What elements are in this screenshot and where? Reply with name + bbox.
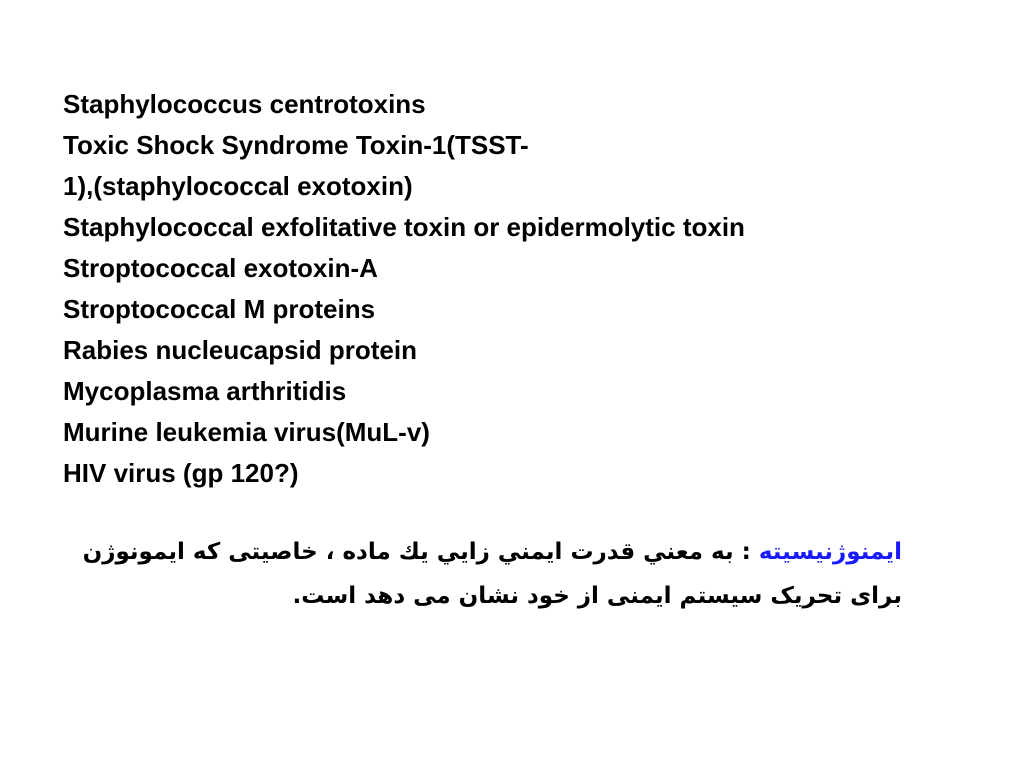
list-item: Staphylococcal exfolitative toxin or epidermolytic toxin (63, 212, 745, 242)
definition-text: : به معني قدرت ايمني زايي يك ماده ، خاصيتی كه ايمونوژن (82, 539, 759, 565)
list-item: 1),(staphylococcal exotoxin) (63, 171, 413, 201)
list-item: Stroptococcal exotoxin-A (63, 253, 378, 283)
list-item: Stroptococcal M proteins (63, 294, 376, 324)
list-item: Rabies nucleucapsid protein (63, 335, 417, 365)
list-item: HIV virus (gp 120?) (63, 458, 299, 488)
immunogenicity-definition (60, 530, 902, 618)
list-item: Murine leukemia virus(MuL-v) (63, 417, 430, 447)
definition-term: ايمنوژنيسيته (758, 539, 902, 565)
list-item: Toxic Shock Syndrome Toxin-1(TSST- (63, 130, 529, 160)
definition-line-2: برای تحريک سيستم ايمنی از خود نشان می دهد است. (292, 583, 902, 609)
list-item: Mycoplasma arthritidis (63, 376, 347, 406)
definition-line-1 (60, 530, 902, 574)
list-item: Staphylococcus centrotoxins (63, 89, 426, 119)
superantigen-list (63, 84, 983, 494)
